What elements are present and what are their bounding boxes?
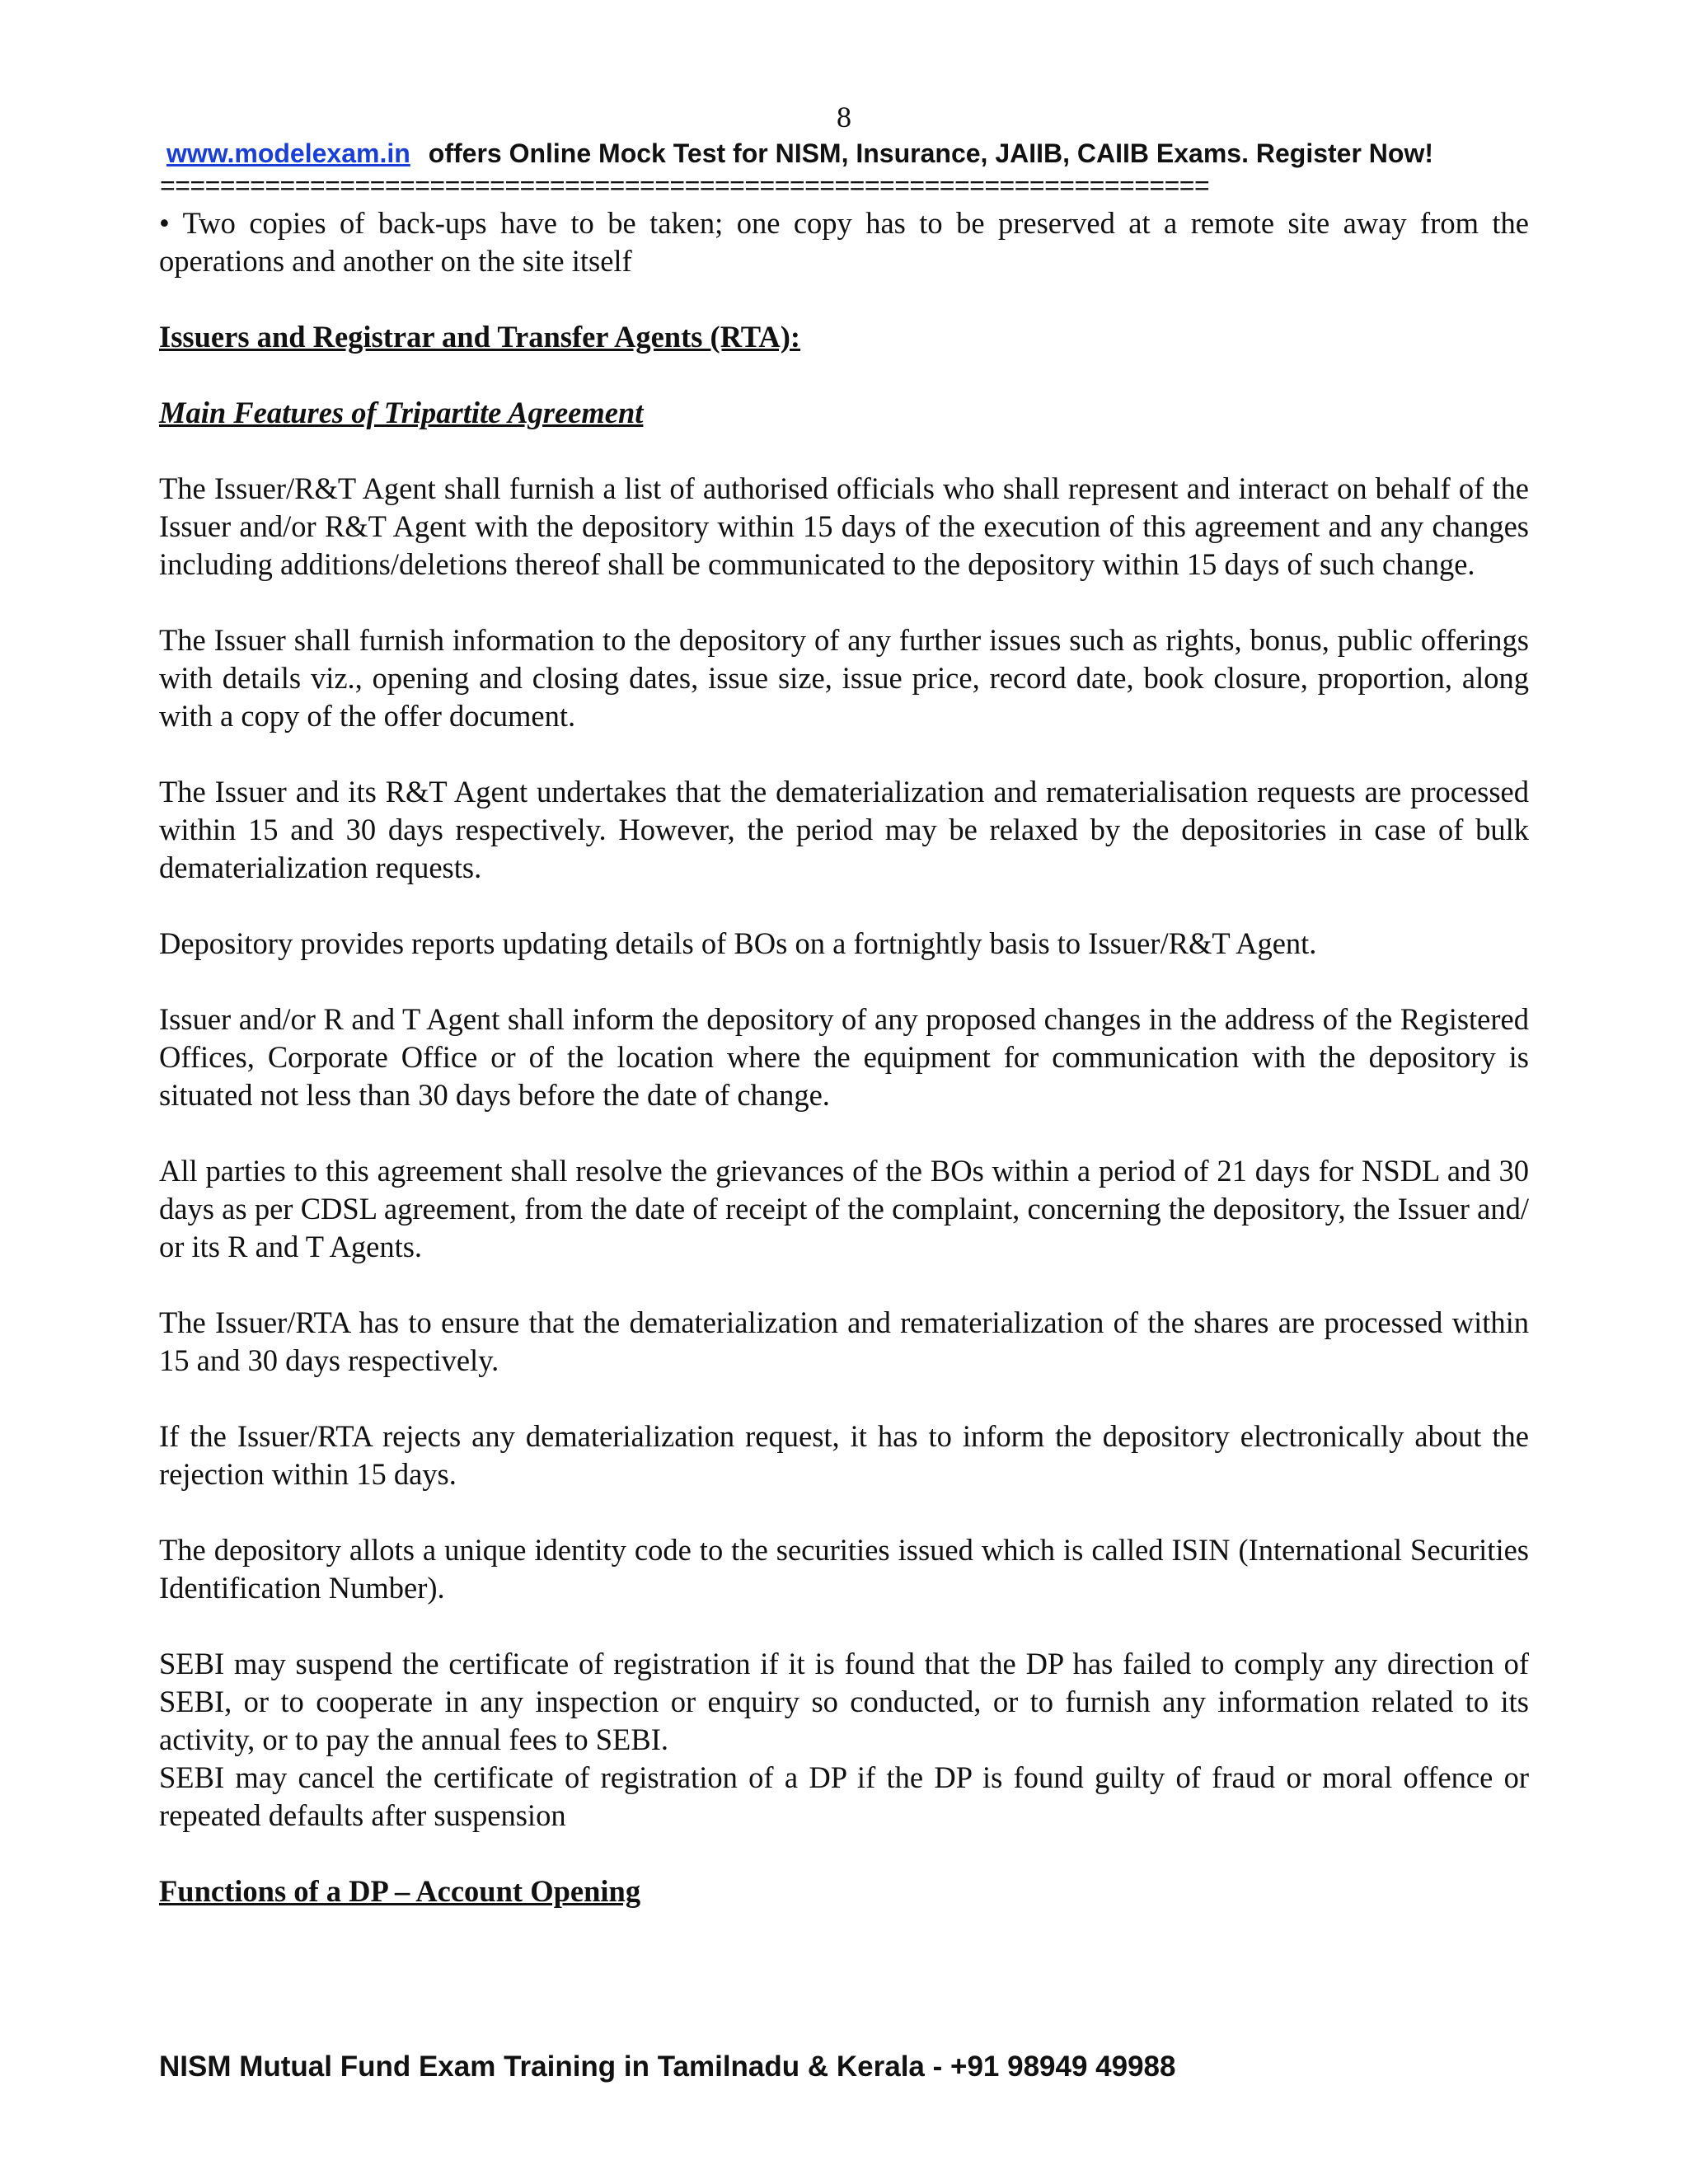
paragraph-further-issues: The Issuer shall furnish information to the depository of any further issues such as rights, bonus, public offerings with details viz., opening and closing dates, issue size, issue price, record date, book closure, proportion, along with a copy of the offer document. xyxy=(159,623,1529,733)
paragraph-rta-processing: The Issuer/RTA has to ensure that the dematerialization and rematerialization of the shares are processed within 15 and 30 days respectively. xyxy=(159,1305,1529,1377)
paragraph-rejection: If the Issuer/RTA rejects any dematerialization request, it has to inform the depository electronically about the rejection within 15 days. xyxy=(159,1419,1529,1491)
footer-contact: NISM Mutual Fund Exam Training in Tamilnadu & Kerala - +91 98949 49988 xyxy=(159,2050,1176,2083)
subheading-tripartite-agreement: Main Features of Tripartite Agreement xyxy=(159,396,644,429)
paragraph-bo-reports: Depository provides reports updating details of BOs on a fortnightly basis to Issuer/R&T Agent. xyxy=(159,926,1317,960)
promo-text: offers Online Mock Test for NISM, Insurance, JAIIB, CAIIB Exams. Register Now! xyxy=(428,138,1433,168)
promo-banner xyxy=(166,137,1535,170)
paragraph-sebi-cancel: SEBI may cancel the certificate of registration of a DP if the DP is found guilty of fraud or moral offence or repeated defaults after suspension xyxy=(159,1760,1529,1832)
paragraph-sebi-suspend: SEBI may suspend the certificate of registration if it is found that the DP has failed to comply any direction of SEBI, or to cooperate in any inspection or enquiry so conducted, or to furnish any information related to its activity, or to pay the annual fees to SEBI. xyxy=(159,1647,1529,1756)
backup-bullet: • Two copies of back-ups have to be taken; one copy has to be preserved at a remote site away from the operations and another on the site itself xyxy=(159,206,1529,278)
page-number: 8 xyxy=(837,101,851,134)
document-body xyxy=(159,204,1529,1948)
paragraph-authorised-officials: The Issuer/R&T Agent shall furnish a list of authorised officials who shall represent and interact on behalf of the Issuer and/or R&T Agent with the depository within 15 days of the execution of this agreement and any changes including additions/deletions thereof shall be communicated to the depository within 15 days of such change. xyxy=(159,471,1529,581)
section-heading-rta: Issuers and Registrar and Transfer Agents (RTA): xyxy=(159,320,801,354)
section-heading-dp-account-opening: Functions of a DP – Account Opening xyxy=(159,1874,641,1908)
modelexam-link[interactable]: www.modelexam.in xyxy=(166,138,410,168)
paragraph-isin: The depository allots a unique identity code to the securities issued which is called ISIN (International Securities Identification Number). xyxy=(159,1533,1529,1605)
paragraph-grievances: All parties to this agreement shall resolve the grievances of the BOs within a period of 21 days for NSDL and 30 days as per CDSL agreement, from the date of receipt of the complaint, concerning the depository, the Issuer and/ or its R and T Agents. xyxy=(159,1154,1529,1263)
paragraph-address-change: Issuer and/or R and T Agent shall inform the depository of any proposed changes in the address of the Registered Offices, Corporate Office or of the location where the equipment for communication with the depository is situated not less than 30 days before the date of change. xyxy=(159,1002,1529,1112)
separator-line: ====================================================================== xyxy=(160,171,1210,200)
paragraph-demat-remat-timelines: The Issuer and its R&T Agent undertakes that the dematerialization and rematerialisation requests are processed within 15 and 30 days respectively. However, the period may be relaxed by the depositories in case of bulk dematerialization requests. xyxy=(159,775,1529,884)
